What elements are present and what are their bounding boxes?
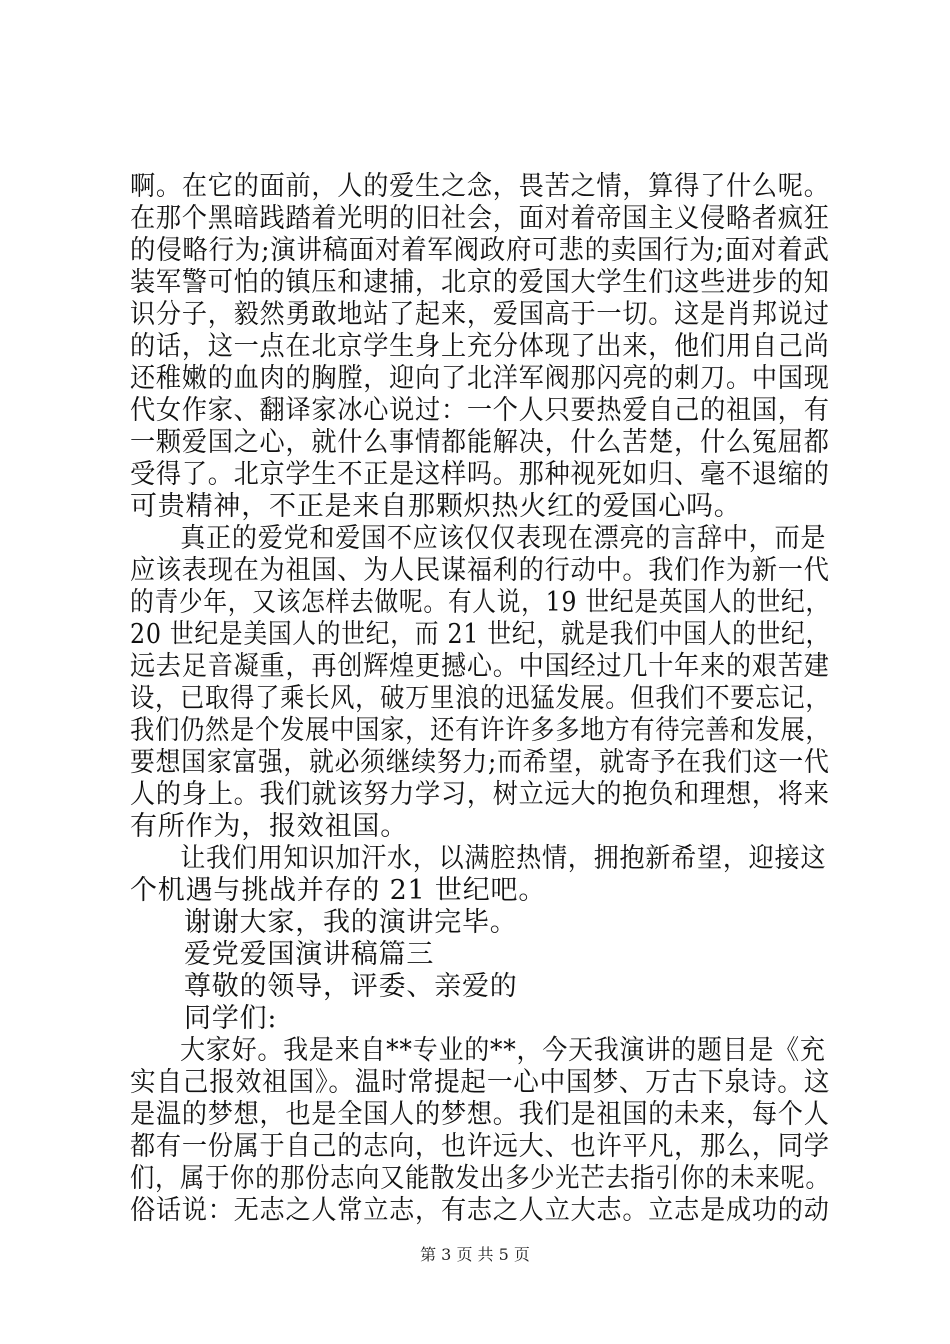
text-line: 的话，这一点在北京学生身上充分体现了出来，他们用自己尚 — [130, 331, 830, 362]
page-footer: 第 3 页 共 5 页 — [420, 1245, 530, 1264]
text-line: 同学们: — [184, 1003, 278, 1034]
text-line: 要想国家富强，就必须继续努力;而希望，就寄予在我们这一代 — [130, 747, 830, 778]
text-line: 大家好。我是来自**专业的**，今天我演讲的题目是《充 — [180, 1035, 826, 1066]
text-line: 有所作为，报效祖国。 — [130, 811, 408, 842]
text-line: 让我们用知识加汗水，以满腔热情，拥抱新希望，迎接这 — [180, 843, 827, 874]
text-line: 在那个黑暗践踏着光明的旧社会，面对着帝国主义侵略者疯狂 — [130, 203, 830, 234]
text-line: 人的身上。我们就该努力学习，树立远大的抱负和理想，将来 — [130, 779, 830, 810]
text-line: 实自己报效祖国》。温时常提起一心中国梦、万古下泉诗。这 — [130, 1067, 831, 1098]
text-line: 应该表现在为祖国、为人民谋福利的行动中。我们作为新一代 — [130, 555, 830, 586]
text-line: 远去足音凝重，再创辉煌更撼心。中国经过几十年来的艰苦建 — [130, 651, 830, 682]
text-line: 爱党爱国演讲稿篇三 — [184, 939, 435, 970]
text-line: 个机遇与挑战并存的 21 世纪吧。 — [130, 875, 547, 906]
text-line: 们，属于你的那份志向又能散发出多少光芒去指引你的未来呢。 — [130, 1163, 831, 1194]
text-line: 设，已取得了乘长风，破万里浪的迅猛发展。但我们不要忘记， — [130, 683, 831, 714]
text-line: 谢谢大家，我的演讲完毕。 — [184, 907, 518, 938]
text-line: 20 世纪是美国人的世纪，而 21 世纪，就是我们中国人的世纪， — [130, 619, 831, 650]
text-line: 受得了。北京学生不正是这样吗。那种视死如归、毫不退缩的 — [130, 459, 830, 490]
text-line: 是温的梦想，也是全国人的梦想。我们是祖国的未来，每个人 — [130, 1099, 830, 1130]
text-line: 识分子，毅然勇敢地站了起来，爱国高于一切。这是肖邦说过 — [130, 299, 830, 330]
text-line: 尊敬的领导，评委、亲爱的 — [184, 971, 518, 1002]
document-body — [130, 171, 830, 1227]
text-line: 还稚嫩的血肉的胸膛，迎向了北洋军阀那闪亮的刺刀。中国现 — [130, 363, 830, 394]
text-line: 俗话说：无志之人常立志，有志之人立大志。立志是成功的动 — [130, 1195, 830, 1226]
text-line: 装军警可怕的镇压和逮捕，北京的爱国大学生们这些进步的知 — [130, 267, 830, 298]
text-line: 一颗爱国之心，就什么事情都能解决，什么苦楚，什么冤屈都 — [130, 427, 830, 458]
text-line: 可贵精神，不正是来自那颗炽热火红的爱国心吗。 — [130, 491, 742, 522]
text-line: 啊。在它的面前，人的爱生之念，畏苦之情，算得了什么呢。 — [130, 171, 830, 202]
text-line: 真正的爱党和爱国不应该仅仅表现在漂亮的言辞中，而是 — [180, 523, 827, 554]
text-line: 的青少年，又该怎样去做呢。有人说，19 世纪是英国人的世纪， — [130, 587, 830, 618]
text-line: 我们仍然是个发展中国家，还有许许多多地方有待完善和发展， — [130, 715, 831, 746]
text-line: 的侵略行为;演讲稿面对着军阀政府可悲的卖国行为;面对着武 — [130, 235, 830, 266]
text-line: 都有一份属于自己的志向，也许远大、也许平凡，那么，同学 — [130, 1131, 830, 1162]
text-line: 代女作家、翻译家冰心说过：一个人只要热爱自己的祖国，有 — [130, 395, 830, 426]
